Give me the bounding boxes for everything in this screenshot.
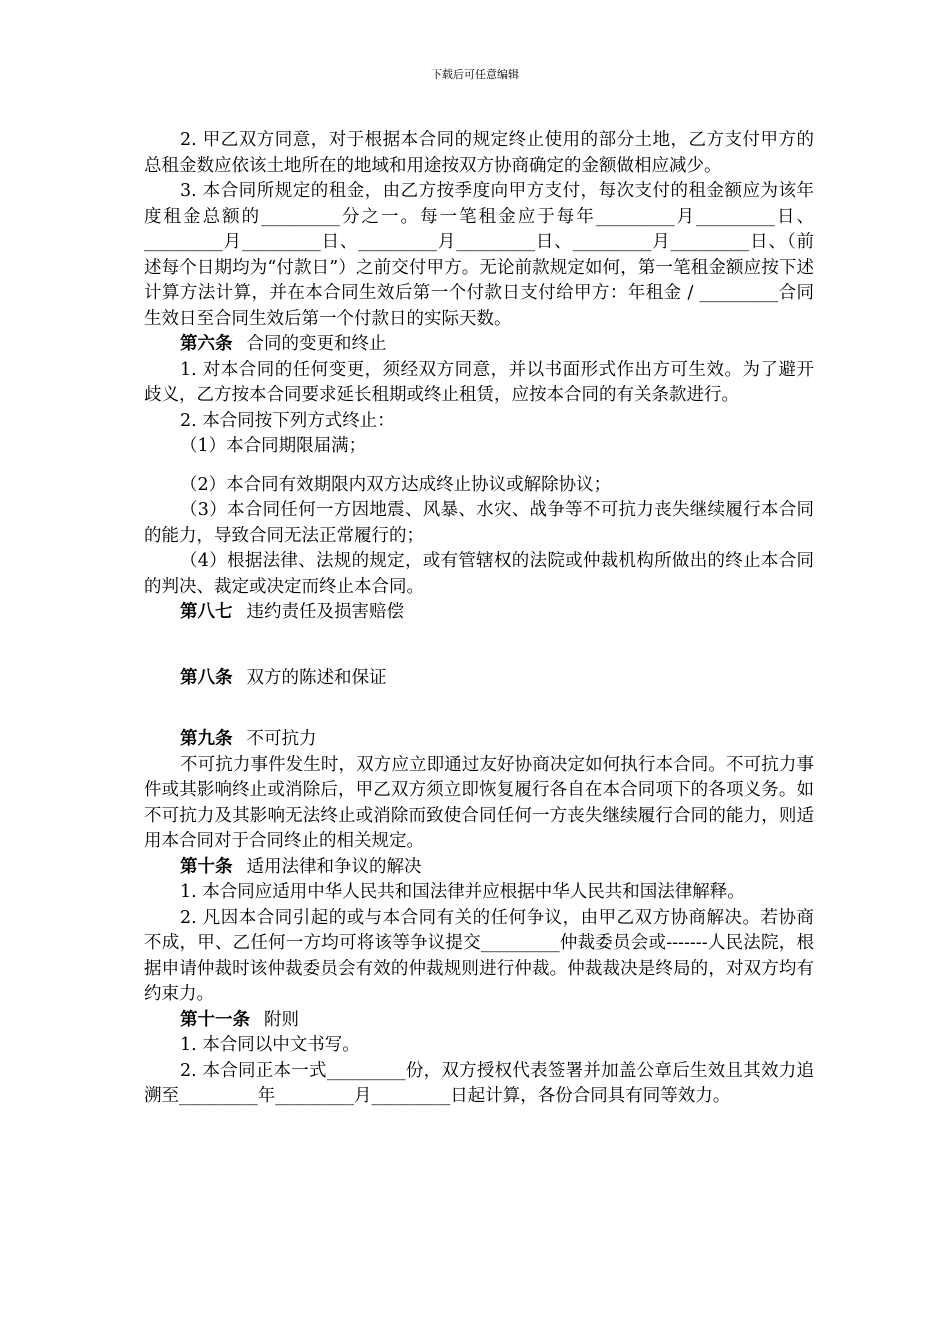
article-number: 第十一条 (180, 1009, 250, 1030)
article-7-heading (144, 600, 814, 626)
article-number: 第九条 (180, 729, 233, 749)
article-number: 第六条 (180, 334, 233, 354)
article-6-heading (144, 332, 814, 358)
language-clause: 1. 本合同以中文书写。 (180, 1035, 360, 1055)
contract-body (144, 128, 814, 1110)
article-11-heading (144, 1008, 814, 1034)
article-title: 双方的陈述和保证 (246, 667, 387, 688)
dispute-resolution-clause: 2. 凡因本合同引起的或与本合同有关的任何争议，由甲乙双方协商解决。若协商不成，甲、乙任何一方均可将该等争议提交_________仲裁委员会或-------人民法院，根据申请仲裁时该仲裁委员会有效的仲裁规则进行仲裁。仲裁裁决是终局的，对双方均有约束力。 (144, 907, 814, 1004)
article-title: 附则 (264, 1009, 299, 1030)
counterparts-clause: 2. 本合同正本一式_________份，双方授权代表签署并加盖公章后生效且其效力追溯至_________年_________月_________日起计算，各份合同具有同等效力。 (144, 1060, 814, 1106)
article-number: 第八七 (180, 602, 233, 622)
article-title: 合同的变更和终止 (246, 334, 387, 354)
page-header: 下载后可任意编辑 (431, 68, 519, 81)
termination-item-1: （1）本合同期限届满； (180, 436, 367, 456)
article-number: 第八条 (180, 667, 233, 688)
article-8-heading (144, 666, 814, 692)
article-title: 不可抗力 (246, 729, 317, 749)
termination-intro: 2. 本合同按下列方式终止： (180, 410, 395, 431)
article-9-heading (144, 727, 814, 753)
article-10-heading (144, 855, 814, 881)
article-title: 违约责任及损害赔偿 (246, 602, 404, 622)
force-majeure-clause: 不可抗力事件发生时，双方应立即通过友好协商决定如何执行本合同。不可抗力事件或其影响终止或消除后，甲乙双方须立即恢复履行各自在本合同项下的各项义务。如不可抗力及其影响无法终止或消除而致使合同任何一方丧失继续履行合同的能力，则适用本合同对于合同终止的相关规定。 (144, 754, 814, 851)
amendment-clause: 1. 对本合同的任何变更，须经双方同意，并以书面形式作出方可生效。为了避开歧义，乙方按本合同要求延长租期或终止租赁，应按本合同的有关条款进行。 (144, 359, 814, 405)
termination-item-2: （2）本合同有效期限内双方达成终止协议或解除协议； (180, 474, 612, 495)
rent-payment-clause: 3. 本合同所规定的租金，由乙方按季度向甲方支付，每次支付的租金额应为该年度租金总额的_________分之一。每一笔租金应于每年_________月_________日、_________月_________日、_________月_________日、_________月_________日、（前述每个日期均为“付款日”）之前交付甲方。无论前款规定如何，第一笔租金额应按下述计算方法计算，并在本合同生效后第一个付款日支付给甲方：年租金 / _________合同生效日至合同生效后第一个付款日的实际天数。 (144, 181, 814, 329)
article-title: 适用法律和争议的解决 (246, 856, 422, 877)
rent-reduction-clause: 2. 甲乙双方同意，对于根据本合同的规定终止使用的部分土地，乙方支付甲方的总租金数应依该土地所在的地域和用途按双方协商确定的金额做相应减少。 (144, 130, 814, 176)
governing-law-clause: 1. 本合同应适用中华人民共和国法律并应根据中华人民共和国法律解释。 (180, 882, 745, 902)
article-number: 第十条 (180, 856, 233, 877)
termination-item-4: （4）根据法律、法规的规定，或有管辖权的法院或仲裁机构所做出的终止本合同的判决、裁定或决定而终止本合同。 (144, 551, 814, 597)
termination-item-3: （3）本合同任何一方因地震、风暴、水灾、战争等不可抗力丧失继续履行本合同的能力，导致合同无法正常履行的； (144, 500, 814, 546)
